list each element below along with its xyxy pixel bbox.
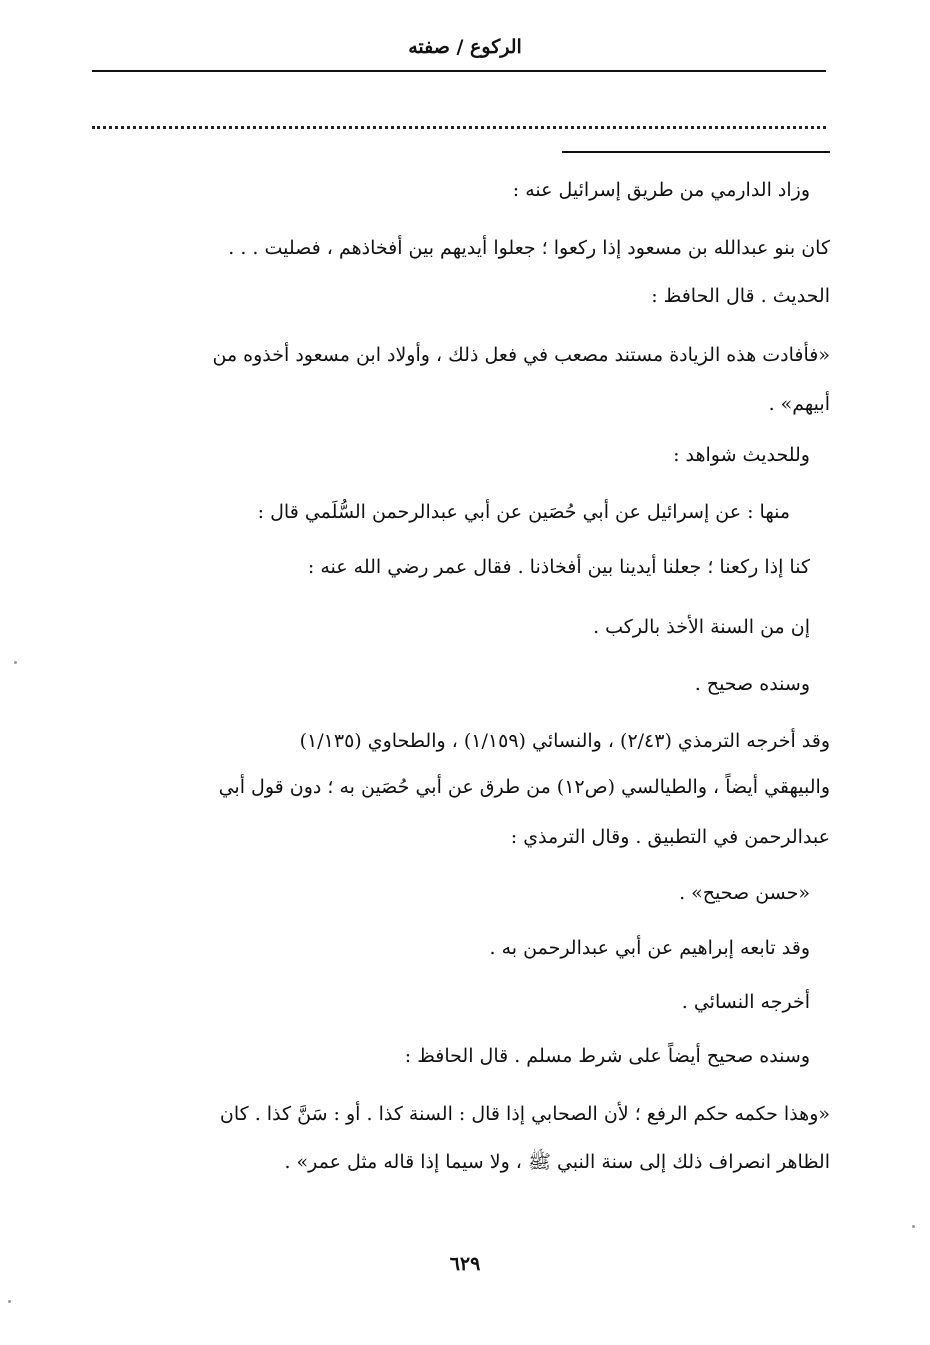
text-line: «وهذا حكمه حكم الرفع ؛ لأن الصحابي إذا قال : السنة كذا . أو : سَنَّ كذا . كان (219, 1103, 830, 1125)
scan-speck (912, 1225, 915, 1228)
text-line: وقد تابعه إبراهيم عن أبي عبدالرحمن به . (489, 937, 810, 959)
header-rule (92, 70, 826, 72)
text-line: «فأفادت هذه الزيادة مستند مصعب في فعل ذلك ، وأولاد ابن مسعود أخذوه من (212, 344, 830, 366)
text-line: «حسن صحيح» . (679, 882, 810, 904)
text-line: أبيهم» . (768, 393, 830, 415)
text-line: منها : عن إسرائيل عن أبي حُصَين عن أبي عبدالرحمن السُّلَمي قال : (257, 501, 790, 523)
text-line: وسنده صحيح أيضاً على شرط مسلم . قال الحافظ : (404, 1045, 810, 1067)
text-line: الظاهر انصراف ذلك إلى سنة النبي ﷺ ، ولا سيما إذا قاله مثل عمر» . (284, 1151, 830, 1173)
text-line: وقد أخرجه الترمذي (٢/٤٣) ، والنسائي (١/١٥٩) ، والطحاوي (١/١٣٥) (299, 730, 830, 752)
text-line: كنا إذا ركعنا ؛ جعلنا أيدينا بين أفخاذنا . فقال عمر رضي الله عنه : (307, 556, 810, 578)
text-line: وزاد الدارمي من طريق إسرائيل عنه : (512, 179, 810, 201)
text-line: إن من السنة الأخذ بالركب . (593, 616, 810, 638)
scan-speck (14, 661, 17, 664)
text-line: أخرجه النسائي . (681, 991, 810, 1013)
text-line: الحديث . قال الحافظ : (651, 285, 830, 307)
text-line: وسنده صحيح . (694, 673, 810, 695)
text-line: والبيهقي أيضاً ، والطيالسي (ص١٢) من طرق عن أبي حُصَين به ؛ دون قول أبي (218, 776, 830, 798)
page-number: ٦٢٩ (449, 1253, 481, 1275)
dotted-separator (92, 126, 826, 129)
text-line: كان بنو عبدالله بن مسعود إذا ركعوا ؛ جعلوا أيديهم بين أفخاذهم ، فصليت . . . (228, 237, 830, 259)
text-line: عبدالرحمن في التطبيق . وقال الترمذي : (510, 826, 830, 848)
scan-speck (8, 1300, 11, 1303)
text-line: وللحديث شواهد : (673, 444, 810, 466)
section-rule (562, 151, 830, 153)
running-header: الركوع / صفته (408, 36, 522, 58)
